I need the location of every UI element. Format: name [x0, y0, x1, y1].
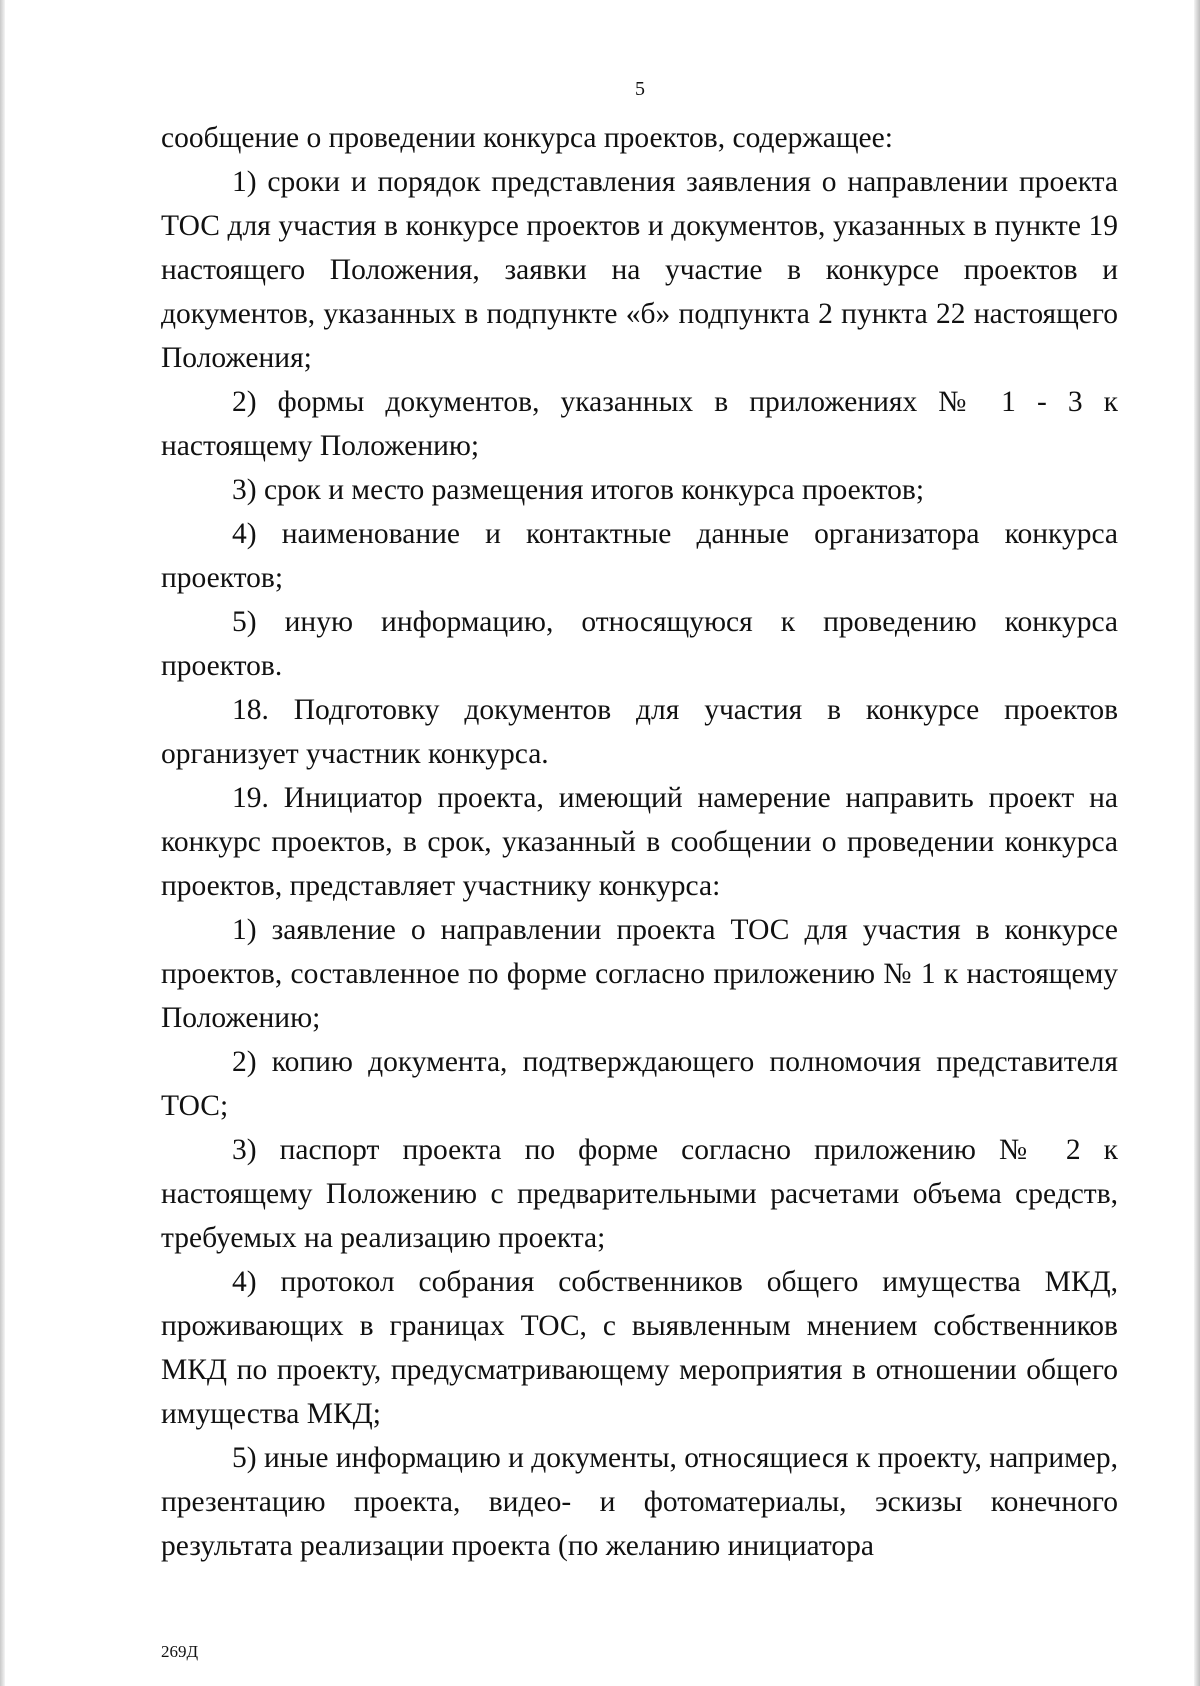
paragraph-clause-19-item-4: 4) протокол собрания собственников общего имущества МКД, проживающих в границах ТОС, с выявленным мнением собственников МКД по проекту, предусматривающему мероприятия в отношении общего имущества МКД; — [161, 1266, 1118, 1430]
scan-edge-right — [1194, 0, 1200, 1686]
page-number: 5 — [635, 78, 645, 100]
paragraph-clause-19-item-2: 2) копию документа, подтверждающего полномочия представителя ТОС; — [161, 1046, 1118, 1122]
paragraph-clause-19-item-1: 1) заявление о направлении проекта ТОС для участия в конкурсе проектов, составленное по форме согласно приложению № 1 к настоящему Положению; — [161, 914, 1118, 1034]
paragraph-intro: сообщение о проведении конкурса проектов, содержащее: — [161, 122, 893, 154]
paragraph-clause-19: 19. Инициатор проекта, имеющий намерение направить проект на конкурс проектов, в срок, указанный в сообщении о проведении конкурса проектов, представляет участнику конкурса: — [161, 782, 1118, 902]
paragraph-item-2-forms: 2) формы документов, указанных в приложениях № 1 - 3 к настоящему Положению; — [161, 386, 1118, 462]
paragraph-clause-19-item-5: 5) иные информацию и документы, относящиеся к проекту, например, презентацию проекта, видео- и фотоматериалы, эскизы конечного результата реализации проекта (по желанию инициатора — [161, 1442, 1119, 1562]
document-body — [161, 116, 1118, 1568]
paragraph-item-3-results: 3) срок и место размещения итогов конкурса проектов; — [232, 474, 925, 506]
paragraph-item-1-deadlines: 1) сроки и порядок представления заявления о направлении проекта ТОС для участия в конкурсе проектов и документов, указанных в пункте 19 настоящего Положения, заявки на участие в конкурсе проектов и документов, указанных в подпункте «б» подпункта 2 пункта 22 настоящего Положения; — [161, 166, 1118, 374]
paragraph-clause-18: 18. Подготовку документов для участия в конкурсе проектов организует участник конкурса. — [161, 694, 1118, 770]
scan-edge-left — [0, 0, 5, 1686]
paragraph-item-5-other-info: 5) иную информацию, относящуюся к проведению конкурса проектов. — [161, 606, 1118, 682]
paragraph-item-4-organizer: 4) наименование и контактные данные организатора конкурса проектов; — [161, 518, 1118, 594]
document-code: 269Д — [161, 1642, 199, 1661]
paragraph-clause-19-item-3: 3) паспорт проекта по форме согласно приложению № 2 к настоящему Положению с предварительными расчетами объема средств, требуемых на реализацию проекта; — [161, 1134, 1118, 1254]
